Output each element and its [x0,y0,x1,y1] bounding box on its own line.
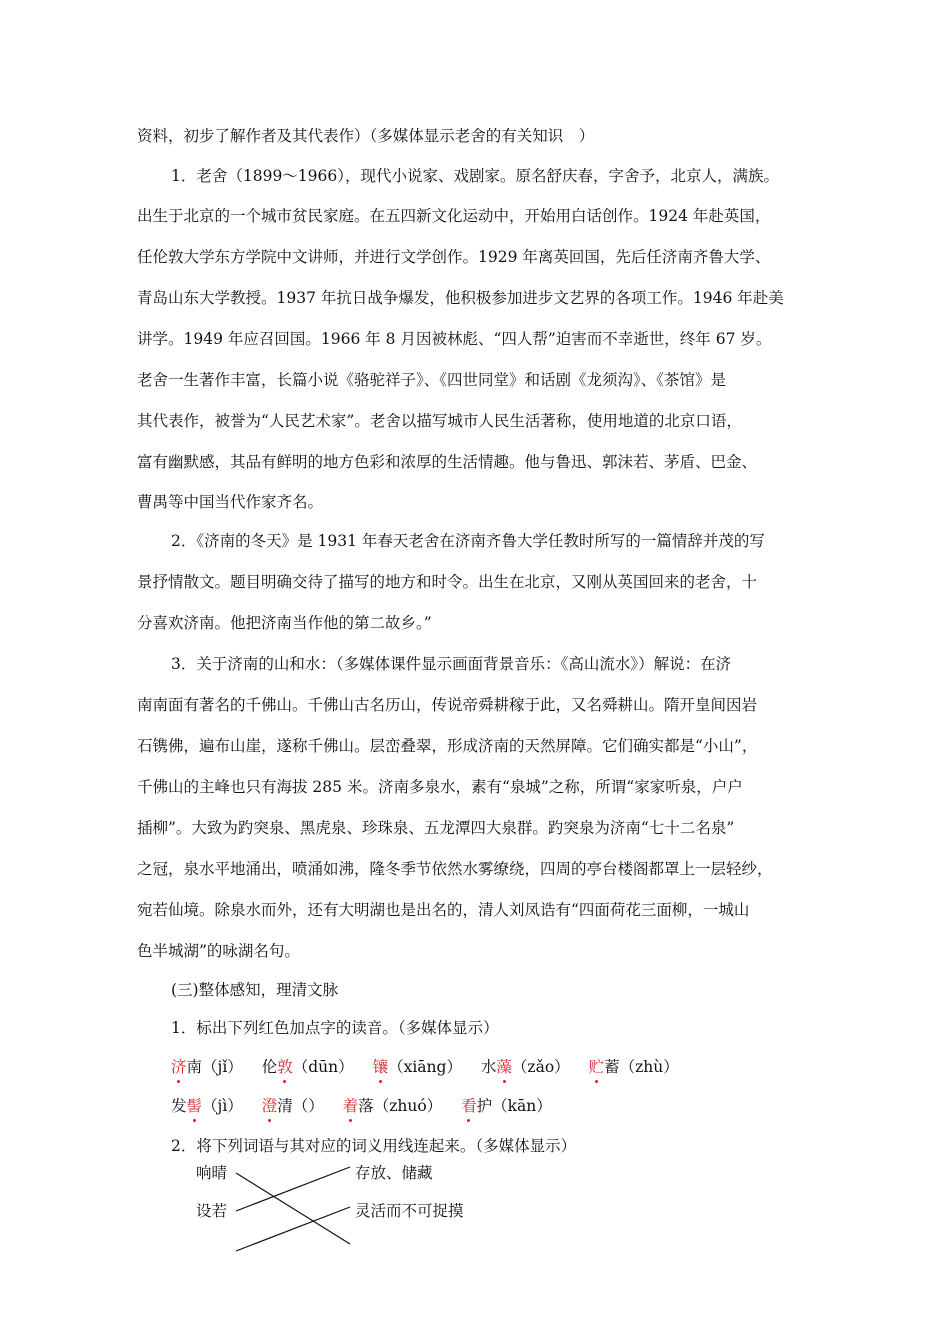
match-line [236,1167,350,1211]
red-dotted-char: 贮 [588,1058,605,1076]
paragraph-line: 出生于北京的一个城市贫民家庭。在五四新文化运动中，开始用白话创作。1924 年赴英国， [137,207,771,225]
paragraph-line: 石镌佛，遍布山崖，遂称千佛山。层峦叠翠，形成济南的天然屏障。它们确实都是“小山”， [137,737,758,755]
red-dotted-char: 澄 [261,1097,278,1115]
red-dotted-char: 看 [461,1097,477,1115]
paragraph-line: 富有幽默感，其品有鲜明的地方色彩和浓厚的生活情趣。他与鲁迅、郭沫若、茅盾、巴金、 [137,453,758,471]
match-left-word: 响晴 [196,1164,228,1182]
red-dotted-char: 着 [342,1097,359,1115]
paragraph-line: 3．关于济南的山和水：（多媒体课件显示画面背景音乐：《高山流水》）解说：在济 [171,655,732,673]
paragraph-line: 千佛山的主峰也只有海拔 285 米。济南多泉水，素有“泉城”之称，所谓“家家听泉，户户 [137,778,743,796]
pron-text: 南（jǐ） [186,1058,243,1076]
pron-text: （dūn） [292,1058,354,1076]
exercise-instruction: 2．将下列词语与其对应的词义用线连起来。（多媒体显示） [171,1137,577,1155]
red-dotted-char: 镶 [372,1058,389,1076]
paragraph-line: 老舍一生著作丰富，长篇小说《骆驼祥子》、《四世同堂》和话剧《龙须沟》、《茶馆》是 [137,371,727,389]
paragraph-line: 之冠，泉水平地涌出，喷涌如沸，隆冬季节依然水雾缭绕，四周的亭台楼阁都罩上一层轻纱， [137,860,773,878]
paragraph-line: 其代表作，被誉为“人民艺术家”。老舍以描写城市人民生活著称，使用地道的北京口语， [137,412,742,430]
pron-text: 落（zhuó） [358,1097,443,1115]
pron-text: 伦 [261,1058,278,1076]
paragraph-line: 1．老舍（1899～1966），现代小说家、戏剧家。原名舒庆春，字舍予，北京人，满族。 [171,167,780,185]
paragraph-line: 宛若仙境。除泉水而外，还有大明湖也是出名的，清人刘凤诰有“四面荷花三面柳，一城山 [137,901,750,919]
exercise-instruction: 1．标出下列红色加点字的读音。（多媒体显示） [171,1019,499,1037]
match-line [236,1173,350,1244]
pron-text: 发 [171,1097,187,1115]
pron-text: 水 [480,1058,497,1076]
pron-text: （jì） [202,1097,243,1115]
red-dotted-char: 藻 [496,1058,512,1076]
paragraph-line: 色半城湖”的咏湖名句。 [137,942,300,960]
paragraph-line: 2．《济南的冬天》是 1931 年春天老舍在济南齐鲁大学任教时所写的一篇情辞并茂的写 [171,532,765,550]
paragraph-line: 讲学。1949 年应召回国。1966 年 8 月因被林彪、“四人帮”迫害而不幸逝世，终年 67 岁。 [137,330,772,348]
match-left-word: 设若 [196,1202,228,1220]
paragraph-line: 青岛山东大学教授。1937 年抗日战争爆发，他积极参加进步文艺界的各项工作。1946 年赴美 [137,289,784,307]
match-line [236,1207,350,1251]
pron-text: 清（） [277,1097,324,1115]
paragraph-line: 景抒情散文。题目明确交待了描写的地方和时令。出生在北京，又刚从英国回来的老舍，十 [137,573,758,591]
paragraph-line: 南南面有著名的千佛山。千佛山古名历山，传说帝舜耕稼于此，又名舜耕山。隋开皇间因岩 [137,696,758,714]
paragraph-line: 插柳”。大致为趵突泉、黑虎泉、珍珠泉、五龙潭四大泉群。趵突泉为济南“七十二名泉” [137,819,735,837]
match-right-meaning: 灵活而不可捉摸 [355,1202,464,1220]
pron-text: （xiāng） [388,1058,462,1076]
paragraph-line: 分喜欢济南。他把济南当作他的第二故乡。” [137,614,432,632]
red-dotted-char: 济 [171,1058,187,1076]
match-right-meaning: 存放、储藏 [355,1164,433,1182]
pron-text: （zǎo） [511,1058,570,1076]
pron-text: 蓄（zhù） [604,1058,679,1076]
pron-text: 护（kān） [476,1097,552,1115]
paragraph-line: 任伦敦大学东方学院中文讲师，并进行文学创作。1929 年离英回国，先后任济南齐鲁大学、 [137,248,771,266]
section-heading: (三)整体感知，理清文脉 [171,981,339,999]
paragraph-line: 曹禺等中国当代作家齐名。 [137,493,324,511]
red-dotted-char: 敦 [277,1058,293,1076]
paragraph-line: 资料，初步了解作者及其代表作）（多媒体显示老舍的有关知识 ） [137,127,595,145]
red-dotted-char: 髻 [186,1097,203,1115]
